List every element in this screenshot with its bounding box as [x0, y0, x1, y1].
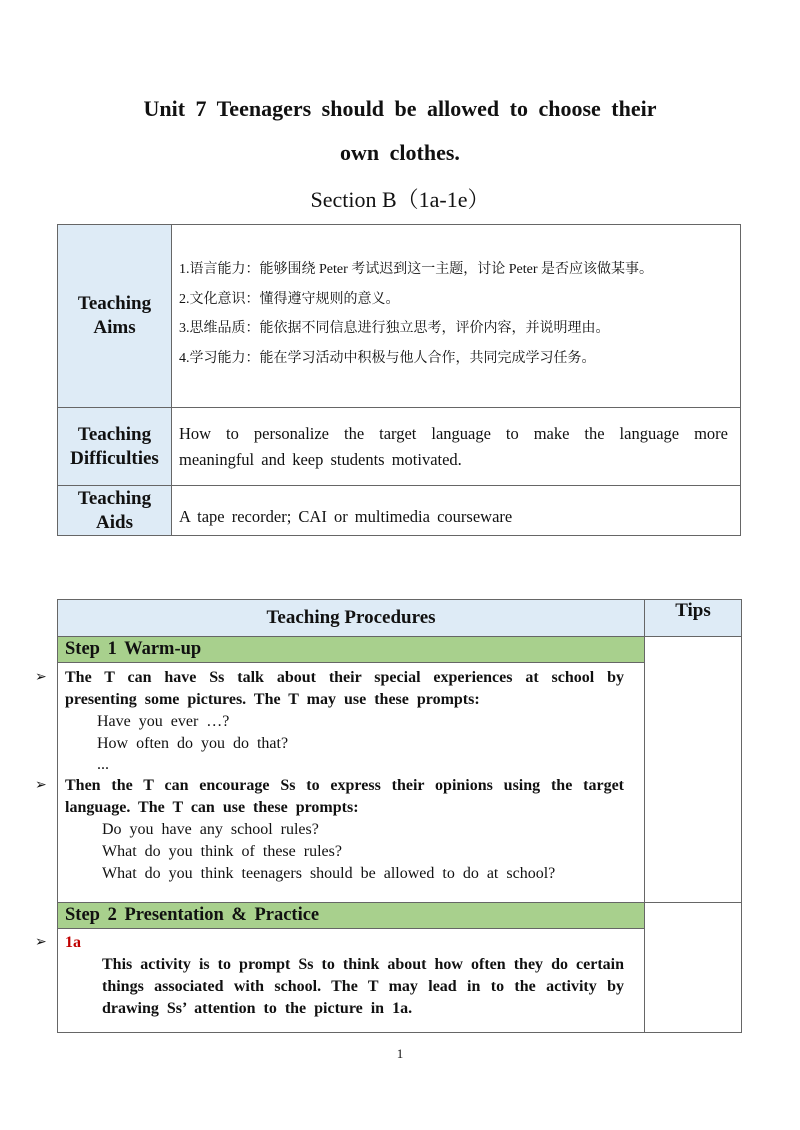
- step1-paragraph-1: [35, 667, 644, 711]
- bullet-arrow-icon: ➢: [35, 935, 47, 950]
- prompt-item: What do you think of these rules?: [102, 843, 342, 860]
- step1-paragraph-2: [35, 775, 644, 819]
- aim-item-3: 3.思维品质：能依据不同信息进行独立思考，评价内容，并说明理由。: [179, 321, 610, 336]
- prompt-item: What do you think teenagers should be allowed to do at school?: [102, 865, 556, 882]
- step1-body: [35, 663, 645, 903]
- step2-activity-label-row: [35, 932, 644, 954]
- prompt-item: Have you ever …?: [97, 713, 230, 730]
- teaching-aims-label: Teaching Aims: [58, 225, 172, 408]
- step1-title-row: [58, 637, 742, 663]
- teaching-procedures-table: [35, 599, 742, 1033]
- step2-body-row: [58, 929, 742, 1033]
- step1-paragraph-1-text: The T can have Ss talk about their special experiences at school by presenting some pictures. The T may use these prompts:: [65, 669, 624, 708]
- document-title-line2: own clothes.: [340, 140, 460, 165]
- aim-item-1: 1.语言能力：能够围绕 Peter 考试迟到这一主题，讨论 Peter 是否应该做某事。: [179, 262, 654, 277]
- aim-item-2: 2.文化意识：懂得遵守规则的意义。: [179, 291, 400, 307]
- step1-title: Step 1 Warm-up: [58, 637, 645, 663]
- section-subtitle: Section B（1a-1e）: [310, 187, 490, 212]
- activity-1a-label: 1a: [65, 934, 81, 951]
- bullet-arrow-icon: ➢: [35, 670, 47, 685]
- prompt-item: How often do you do that?: [97, 735, 289, 752]
- step2-title: Step 2 Presentation & Practice: [58, 903, 645, 929]
- step1-tips-cell: [645, 637, 742, 903]
- bullet-arrow-icon: ➢: [35, 778, 47, 793]
- step2-activity-text: This activity is to prompt Ss to think about how often they do certain things associated with school. The T may lead in to the activity by drawing Ss’ attention to the picture in 1a.: [102, 956, 624, 1017]
- teaching-aims-row: [58, 225, 741, 408]
- teaching-aids-text: A tape recorder; CAI or multimedia courseware: [172, 486, 741, 536]
- teaching-difficulties-label: Teaching Difficulties: [58, 408, 172, 486]
- step1-paragraph-2-text: Then the T can encourage Ss to express their opinions using the target language. The T can use these prompts:: [65, 777, 624, 816]
- step1-body-row: [58, 663, 742, 903]
- teaching-aids-label: Teaching Aids: [58, 486, 172, 536]
- prompt-ellipsis: ...: [97, 756, 109, 773]
- document-title-line1: Unit 7 Teenagers should be allowed to choose their: [143, 96, 657, 121]
- step2-body: [35, 929, 645, 1033]
- step2-title-row: [58, 903, 742, 929]
- teaching-aids-row: [58, 486, 741, 536]
- teaching-difficulties-row: [58, 408, 741, 486]
- teaching-difficulties-text: How to personalize the target language to make the language more meaningful and keep students motivated.: [172, 408, 741, 486]
- procedures-header-row: [58, 600, 742, 637]
- teaching-aims-list: [172, 225, 741, 408]
- procedures-header: Teaching Procedures: [58, 600, 645, 637]
- lesson-info-table: [57, 224, 741, 536]
- prompt-item: Do you have any school rules?: [102, 821, 319, 838]
- page-number: 1: [396, 1046, 404, 1061]
- step2-tips-cell: [645, 903, 742, 1033]
- aim-item-4: 4.学习能力：能在学习活动中积极与他人合作，共同完成学习任务。: [179, 350, 596, 366]
- tips-header: Tips: [645, 600, 742, 637]
